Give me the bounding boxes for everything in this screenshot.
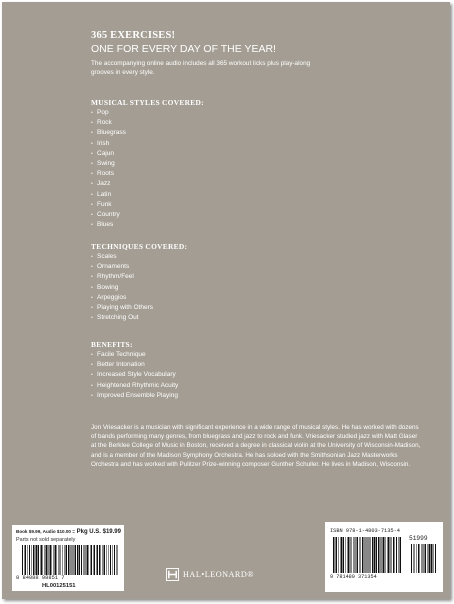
list-item-label: Latin (97, 190, 112, 198)
bullet-icon: • (91, 181, 93, 188)
list-item (91, 220, 126, 230)
item-code: HL00125151 (42, 583, 76, 589)
list-item-label: Facile Technique (97, 351, 146, 358)
techniques-title: TECHNIQUES COVERED: (91, 242, 188, 251)
subheadline: ONE FOR EVERY DAY OF THE YEAR! (91, 43, 276, 55)
bullet-icon: • (91, 110, 93, 116)
list-item (91, 381, 178, 391)
list-item-label: Swing (97, 160, 115, 168)
list-item (91, 149, 126, 159)
list-item (91, 272, 153, 282)
publisher-logo (166, 567, 254, 581)
list-item (91, 210, 126, 220)
package-price: Pkg U.S. $19.99 (74, 529, 121, 535)
list-item (91, 262, 153, 272)
bullet-icon: • (91, 201, 93, 208)
list-item-label: Blues (97, 221, 114, 229)
list-item (91, 200, 126, 210)
list-item-label: Better Intonation (97, 361, 145, 369)
benefits-title: BENEFITS: (91, 340, 133, 349)
bullet-icon: • (91, 161, 93, 168)
bullet-icon: • (91, 284, 93, 291)
bullet-icon: • (91, 362, 93, 369)
list-item (91, 283, 153, 293)
list-item (91, 360, 178, 370)
bullet-icon: • (91, 130, 93, 137)
list-item (91, 252, 153, 262)
bullet-icon: • (91, 264, 93, 271)
price-line (16, 529, 121, 535)
list-item (91, 313, 153, 323)
list-item-label: Ornaments (97, 263, 130, 271)
intro-text: The accompanying online audio includes all 365 workout licks plus play-along grooves in every style. (91, 60, 311, 76)
bullet-icon: • (91, 212, 93, 219)
list-item (91, 303, 153, 313)
list-item (91, 159, 126, 169)
not-sold-note: Parts not sold separately (16, 537, 76, 543)
list-item (91, 190, 126, 200)
bullet-icon: • (91, 352, 93, 358)
list-item-label: Country (97, 211, 120, 219)
list-item (91, 350, 178, 360)
list-item-label: Cajun (97, 149, 114, 157)
styles-title: MUSICAL STYLES COVERED: (91, 98, 204, 107)
addon-number: 51999 (409, 535, 428, 542)
headline: 365 EXERCISES! (91, 30, 176, 41)
isbn-barcode-icon (333, 537, 403, 573)
bullet-icon: • (91, 120, 93, 127)
bullet-icon: • (91, 315, 93, 322)
list-item-label: Bluegrass (97, 129, 126, 137)
author-bio: Jon Vriesacker is a musician with significant experience in a wide range of musical styles. He has worked with dozens of bands performing many genres, from bluegrass and jazz to rock and funk. Vriesacker studied jazz with Matt Glaser at the Berklee College of Music in Boston, received a degree in classical violin at the University of Wisconsin-Madison, and is a member of the Madison Symphony Orchestra. He has soloed with the Smithsonian Jazz Masterworks Orchestra and has worked with Pulitzer Prize-winning composer Gunther Schuller. He lives in Madison, Wisconsin. (91, 424, 421, 468)
list-item-label: Increased Style Vocabulary (97, 371, 176, 379)
bullet-icon: • (91, 305, 93, 312)
price-box (12, 525, 124, 591)
list-item-label: Heightened Rhythmic Acuity (97, 381, 179, 389)
upc-number: 8 84088 98851 7 (16, 575, 65, 581)
benefits-list (91, 350, 178, 401)
bullet-icon: • (91, 191, 93, 198)
list-item-label: Stretching Out (97, 314, 139, 322)
isbn-box (325, 522, 443, 592)
list-item-label: Bowing (97, 283, 119, 291)
ean-number: 9 781480 371354 (330, 574, 377, 580)
bullet-icon: • (91, 150, 93, 157)
list-item-label: Irish (97, 139, 110, 147)
bullet-icon: • (91, 274, 93, 281)
upc-barcode-icon (22, 545, 118, 575)
price-breakdown: Book $9.99, Audio $10.00 = (16, 529, 75, 534)
bullet-icon: • (91, 294, 93, 301)
list-item (91, 169, 126, 179)
list-item (91, 391, 178, 401)
list-item (91, 370, 178, 380)
list-item (91, 139, 126, 149)
list-item-label: Rhythm/Feel (97, 273, 134, 281)
bullet-icon: • (91, 382, 93, 389)
bullet-icon: • (91, 254, 93, 260)
price-addon-barcode-icon (411, 544, 437, 573)
list-item-label: Rock (97, 119, 112, 127)
list-item-label: Funk (97, 200, 112, 208)
list-item-label: Improved Ensemble Playing (97, 391, 178, 399)
hal-leonard-logo-icon (166, 568, 179, 581)
list-item-label: Scales (97, 253, 117, 260)
list-item-label: Roots (97, 170, 114, 178)
list-item-label: Jazz (97, 180, 111, 188)
list-item (91, 108, 126, 118)
techniques-list (91, 252, 153, 323)
cover-content (91, 29, 421, 468)
bullet-icon: • (91, 171, 93, 178)
list-item (91, 293, 153, 303)
list-item (91, 128, 126, 138)
bullet-icon: • (91, 140, 93, 147)
styles-list (91, 108, 126, 230)
bullet-icon: • (91, 392, 93, 399)
isbn-label: ISBN 978-1-4803-7135-4 (330, 528, 400, 534)
list-item-label: Arpeggios (97, 293, 127, 301)
list-item (91, 179, 126, 189)
list-item (91, 118, 126, 128)
list-item-label: Playing with Others (97, 304, 153, 312)
list-item-label: Pop (97, 109, 109, 116)
bullet-icon: • (91, 222, 93, 229)
back-cover (2, 2, 450, 599)
bullet-icon: • (91, 372, 93, 379)
logo-text: HAL•LEONARD® (183, 569, 255, 579)
